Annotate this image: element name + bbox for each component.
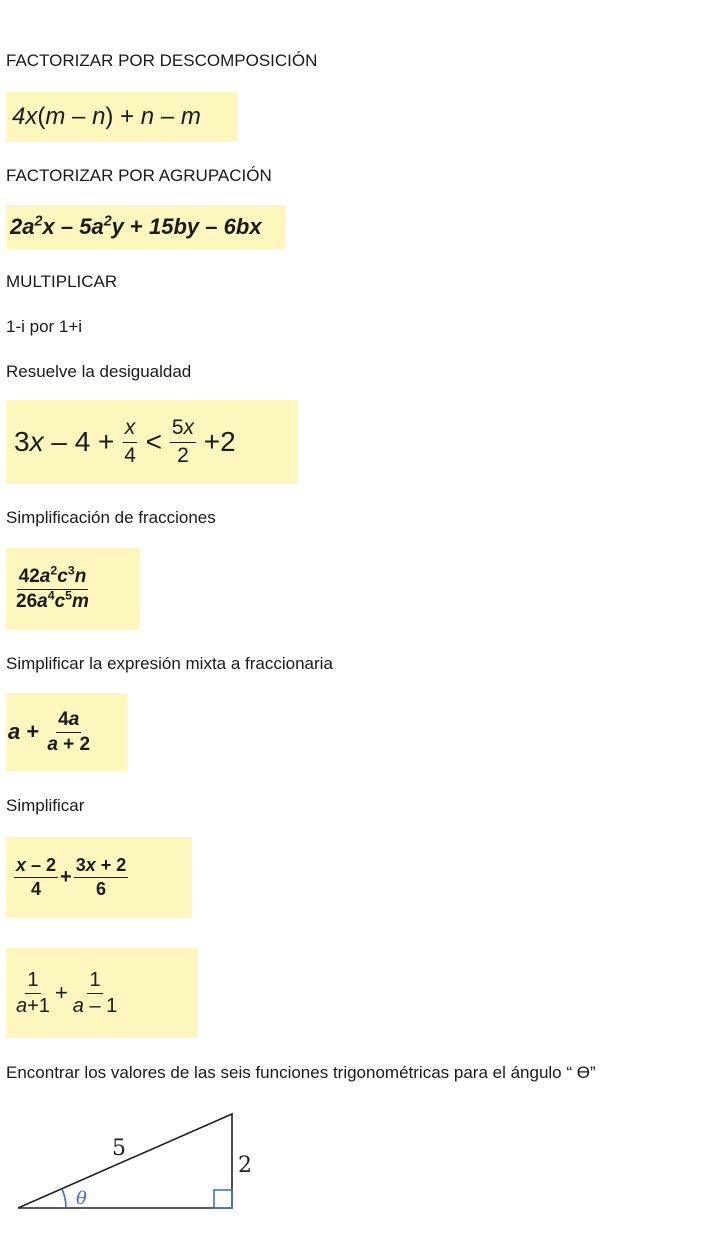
expression-simplificar-1: $\frac{x - 2}{4}$ + $\frac{3x + 2}{6}$ (6, 837, 192, 918)
multiply-problem: 1-i por 1+i (6, 317, 83, 336)
heading-factorizar-descomposicion: FACTORIZAR POR DESCOMPOSICIÓN (6, 51, 318, 70)
expression-mixta: a + $\frac{4a}{a + 2}$ (6, 693, 127, 771)
right-triangle-figure (0, 1100, 300, 1230)
expression-simplificar-2: $\frac{1}{a+1}$ + $\frac{1}{a - 1}$ (6, 948, 198, 1038)
hypotenuse-label: 5 (112, 1136, 126, 1161)
heading-funciones-trigonometricas: Encontrar los valores de las seis funciones trigonométricas para el ángulo “ ϴ” (6, 1063, 596, 1082)
heading-simplificacion-fracciones: Simplificación de fracciones (6, 508, 216, 527)
heading-multiplicar: MULTIPLICAR (6, 272, 118, 291)
expression-descomposicion: 4x(m – n) + n – m (6, 92, 238, 142)
heading-simplificar: Simplificar (6, 796, 85, 815)
heading-expresion-mixta: Simplificar la expresión mixta a fraccionaria (6, 654, 333, 673)
expression-desigualdad: 3x – 4 + $\frac{x}{4}$ < $\frac{5x}{2}$ +2 (6, 400, 298, 484)
heading-factorizar-agrupacion: FACTORIZAR POR AGRUPACIÓN (6, 166, 272, 185)
angle-arc (62, 1189, 66, 1208)
expression-simplificacion-fracciones: $\frac{42a^2c^3n}{26a^4c^5m}$ (6, 548, 140, 630)
theta-label: θ (76, 1188, 87, 1209)
opposite-side-label: 2 (238, 1153, 252, 1178)
right-angle-marker (214, 1190, 232, 1208)
expression-agrupacion: $2a^2x - 5a^2y + 15by - 6bx$ (6, 205, 286, 249)
heading-desigualdad: Resuelve la desigualdad (6, 362, 192, 381)
